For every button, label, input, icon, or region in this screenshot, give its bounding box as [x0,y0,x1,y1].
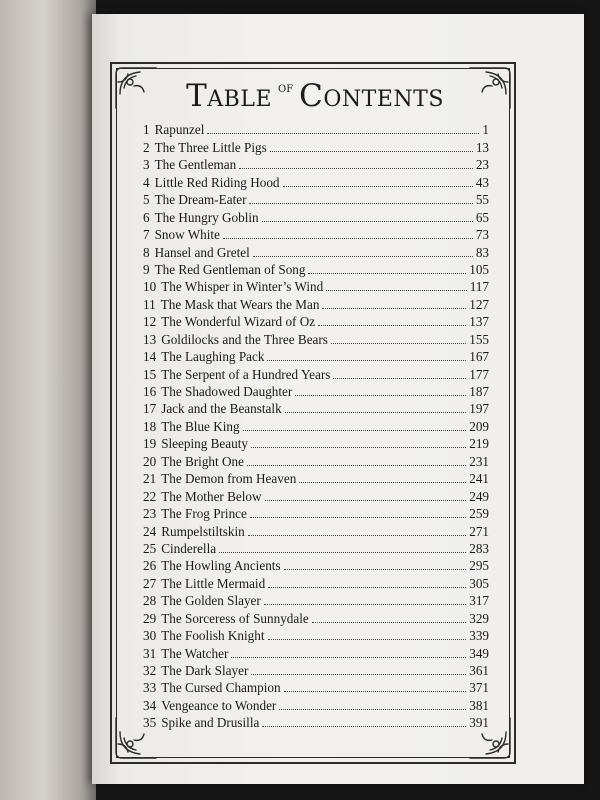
toc-entry-page: 105 [469,261,489,277]
toc-entry-page: 177 [469,366,489,382]
toc-entry-title: The Howling Ancients [161,558,281,574]
toc-leader-dots [262,726,466,727]
toc-entry-title: The Cursed Champion [161,680,281,696]
left-page-edge [0,0,96,800]
toc-entry-number: 6 [143,209,150,225]
toc-entry-number: 18 [143,418,157,434]
toc-entry-number: 32 [143,663,157,678]
toc-entry [143,557,489,574]
toc-entry-number: 33 [143,680,157,696]
toc-leader-dots [253,256,473,257]
toc-entry-title: Goldilocks and the Three Bears [161,331,328,347]
toc-leader-dots [308,273,466,274]
toc-entry-number: 10 [143,279,157,295]
toc-entry-title: The Red Gentleman of Song [154,261,306,277]
toc-entry-title: The Hungry Goblin [154,209,259,225]
toc-entry [143,470,489,487]
toc-entry-number: 12 [143,314,157,330]
toc-entry-number: 13 [143,331,157,347]
toc-entry-page: 305 [469,575,489,591]
toc-entry [143,574,489,591]
toc-leader-dots [250,517,466,518]
toc-entry-number: 31 [143,645,157,661]
toc-leader-dots [299,482,466,483]
toc-entry-title: Snow White [154,227,220,243]
toc-entry-page: 231 [469,453,489,469]
toc-entry-number: 16 [143,384,157,399]
toc-entry [143,540,489,557]
toc-leader-dots [247,465,466,466]
toc-entry [143,505,489,522]
toc-leader-dots [262,221,473,222]
toc-entry-title: The Foolish Knight [161,628,265,644]
toc-entry [143,208,489,225]
toc-entry [143,173,489,190]
title-word-of: of [278,80,294,96]
toc-leader-dots [279,709,466,710]
toc-leader-dots [265,500,467,501]
toc-entry-page: 349 [469,645,489,661]
toc-entry [143,696,489,713]
toc-entry-page: 271 [469,523,489,539]
toc-entry-title: The Mother Below [161,488,262,504]
toc-entry-page: 197 [469,401,489,417]
toc-entry-page: 137 [469,314,489,330]
toc-entry-title: The Dream-Eater [154,192,247,208]
title-word-table: Table [186,78,273,114]
toc-leader-dots [243,430,467,431]
toc-leader-dots [231,657,466,658]
toc-entry-title: Spike and Drusilla [161,715,260,731]
toc-leader-dots [270,151,473,152]
toc-entry-title: Cinderella [161,540,217,556]
toc-entry-title: The Gentleman [154,157,237,173]
toc-entry-number: 19 [143,436,157,452]
toc-entry-number: 21 [143,471,157,487]
toc-entry [143,417,489,434]
toc-leader-dots [326,290,466,291]
toc-entry-number: 30 [143,628,157,644]
toc-entry-number: 26 [143,558,157,574]
toc-entry [143,261,489,278]
toc-entry-title: The Laughing Pack [161,349,265,365]
toc-entry-title: Little Red Riding Hood [154,174,280,190]
toc-entry-page: 381 [469,697,489,713]
toc-leader-dots [284,691,467,692]
toc-entry-number: 34 [143,697,157,713]
toc-entry-page: 1 [482,122,489,138]
toc-entry-page: 391 [469,715,489,731]
toc-leader-dots [268,587,466,588]
toc-entry-number: 27 [143,575,157,591]
toc-entry-number: 28 [143,593,157,609]
toc-entry [143,714,489,731]
toc-entry-page: 295 [469,558,489,574]
toc-entry-number: 24 [143,523,157,539]
toc-entry-page: 317 [469,593,489,609]
toc-entry-number: 2 [143,139,150,155]
toc-entry-title: The Whisper in Winter’s Wind [161,279,324,295]
toc-entry [143,662,489,679]
toc-entry [143,435,489,452]
toc-entry-title: The Bright One [161,453,244,469]
toc-entry-number: 11 [143,296,156,312]
toc-leader-dots [248,535,467,536]
toc-entry-page: 155 [469,331,489,347]
toc-entry [143,592,489,609]
toc-entry [143,383,489,400]
toc-entry [143,627,489,644]
toc-leader-dots [264,604,466,605]
toc-leader-dots [223,238,473,239]
toc-entry [143,348,489,365]
toc-entry [143,365,489,382]
toc-entry-number: 22 [143,488,157,504]
toc-entry-title: The Little Mermaid [161,575,266,591]
toc-leader-dots [312,622,466,623]
toc-entry [143,138,489,155]
toc-leader-dots [333,378,466,379]
toc-entry-title: Hansel and Gretel [154,244,250,260]
toc-entry-number: 3 [143,157,150,173]
toc-entry-number: 35 [143,715,157,731]
toc-entry-title: Rapunzel [154,122,205,138]
toc-entry-page: 117 [469,279,489,295]
toc-entry-title: Rumpelstiltskin [161,523,245,539]
toc-entry [143,278,489,295]
toc-entry-page: 249 [469,488,489,504]
toc-entry-page: 55 [475,192,489,208]
toc-entry-page: 65 [475,209,489,225]
toc-entry-number: 23 [143,506,157,522]
toc-entry [143,295,489,312]
toc-entry-page: 23 [475,157,489,173]
toc-entry-title: The Wonderful Wizard of Oz [161,314,316,330]
toc-entry-page: 43 [475,174,489,190]
toc-entry-number: 4 [143,174,150,190]
toc-leader-dots [219,552,466,553]
toc-leader-dots [249,203,472,204]
toc-leader-dots [207,133,479,134]
toc-entry-number: 25 [143,540,157,556]
title-word-contents: Contents [299,78,444,114]
toc-entry-page: 83 [475,244,489,260]
toc-leader-dots [251,447,466,448]
toc-entry-title: The Blue King [161,418,240,434]
toc-entry-page: 329 [469,610,489,626]
toc-entry [143,243,489,260]
toc-entry [143,609,489,626]
toc-leader-dots [239,168,473,169]
toc-entry [143,400,489,417]
toc-leader-dots [285,412,467,413]
toc-leader-dots [295,395,466,396]
toc-leader-dots [267,360,466,361]
toc-entry-title: The Mask that Wears the Man [160,296,320,312]
toc-entry-title: The Demon from Heaven [161,471,297,487]
toc-entry-number: 7 [143,227,150,243]
toc-list [143,121,489,731]
page-title [150,78,480,114]
toc-entry-number: 14 [143,349,157,365]
toc-entry-page: 241 [469,471,489,487]
toc-entry [143,226,489,243]
toc-leader-dots [318,325,466,326]
toc-entry [143,121,489,138]
toc-entry-page: 209 [469,418,489,434]
toc-leader-dots [322,308,466,309]
toc-entry-number: 29 [143,610,157,626]
toc-entry [143,313,489,330]
toc-entry-page: 13 [475,139,489,155]
toc-entry [143,156,489,173]
toc-entry [143,452,489,469]
toc-entry-title: The Sorceress of Sunnydale [161,610,309,626]
toc-leader-dots [331,343,466,344]
toc-entry-page: 339 [469,628,489,644]
toc-entry-page: 127 [469,296,489,312]
toc-entry-page: 187 [469,384,489,399]
toc-entry-number: 8 [143,244,150,260]
toc-entry [143,330,489,347]
toc-entry-page: 283 [469,540,489,556]
toc-entry [143,679,489,696]
toc-leader-dots [268,639,467,640]
toc-entry [143,522,489,539]
toc-entry-page: 361 [469,663,489,678]
toc-entry-number: 9 [143,261,150,277]
toc-leader-dots [284,569,467,570]
toc-entry-title: The Golden Slayer [161,593,261,609]
toc-entry-page: 219 [469,436,489,452]
toc-entry [143,644,489,661]
toc-leader-dots [283,186,473,187]
toc-entry-number: 17 [143,401,157,417]
toc-entry-page: 371 [469,680,489,696]
toc-entry-title: The Three Little Pigs [154,139,267,155]
toc-entry-page: 167 [469,349,489,365]
toc-entry-number: 1 [143,122,150,138]
toc-entry-title: The Dark Slayer [161,663,249,678]
toc-entry [143,487,489,504]
toc-entry-page: 259 [469,506,489,522]
toc-entry-title: The Frog Prince [161,506,247,522]
toc-entry-title: The Watcher [161,645,229,661]
toc-entry-number: 15 [143,366,157,382]
toc-entry-number: 20 [143,453,157,469]
toc-entry-title: Jack and the Beanstalk [161,401,282,417]
toc-entry-number: 5 [143,192,150,208]
toc-entry-title: The Shadowed Daughter [161,384,293,399]
toc-entry-title: Sleeping Beauty [161,436,248,452]
toc-entry [143,191,489,208]
toc-entry-title: Vengeance to Wonder [161,697,277,713]
toc-entry-page: 73 [475,227,489,243]
toc-entry-title: The Serpent of a Hundred Years [161,366,331,382]
toc-leader-dots [251,674,466,675]
